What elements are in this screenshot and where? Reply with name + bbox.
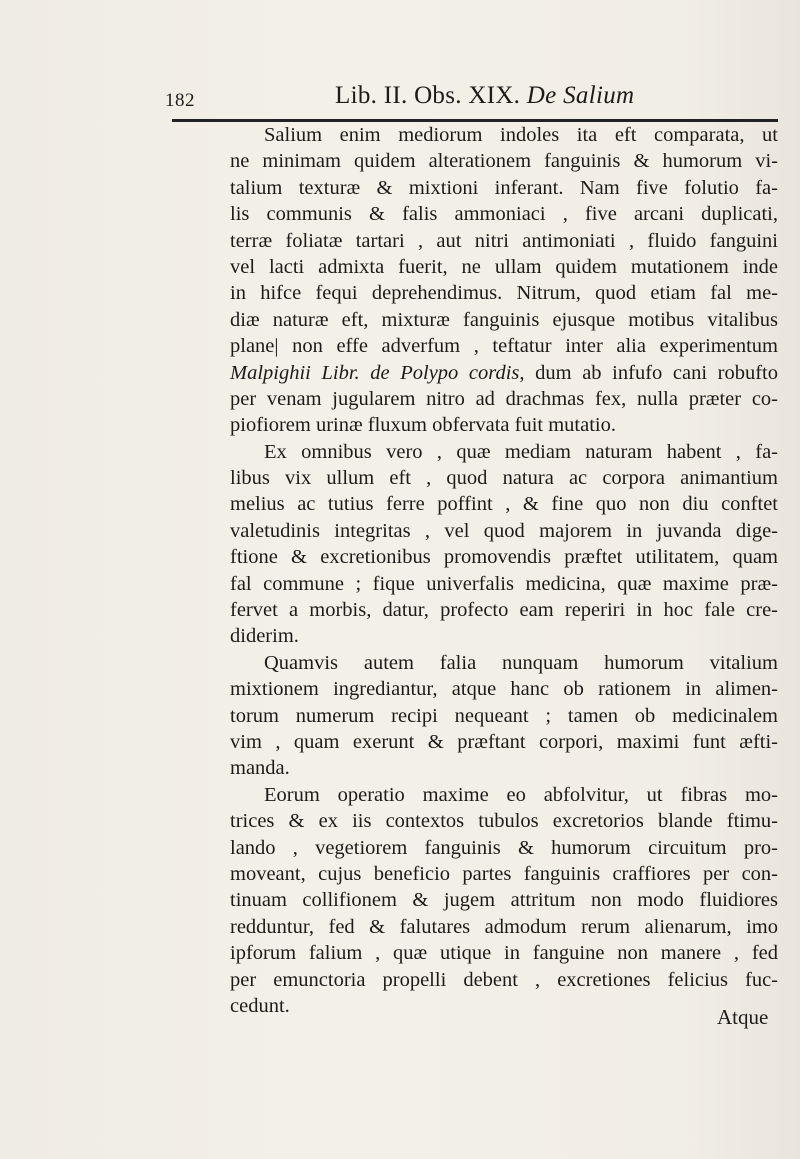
page-number: 182 bbox=[165, 90, 195, 111]
text-line: vel lacti admixta fuerit, ne ullam quidem mutationem inde bbox=[230, 255, 778, 278]
text-line: Quamvis autem falia nunquam humorum vitalium bbox=[264, 651, 778, 674]
text-line: torum numerum recipi nequeant ; tamen ob medicinalem bbox=[230, 704, 778, 727]
text-line: ftione & excretionibus promovendis præftet utilitatem, quam bbox=[230, 546, 778, 569]
text-line: lando , vegetiorem fanguinis & humorum circuitum pro- bbox=[230, 836, 778, 859]
italic-citation: Malpighii Libr. de Polypo cordis bbox=[230, 361, 520, 384]
running-head-italic: De Salium bbox=[526, 82, 635, 109]
text-line: diæ naturæ eft, mixturæ fanguinis ejusque motibus vitalibus bbox=[230, 308, 778, 331]
text-fragment: , dum ab infufo cani robufto bbox=[519, 361, 778, 384]
text-line: libus vix ullum eft , quod natura ac corpora animantium bbox=[230, 467, 778, 490]
text-line: manda. bbox=[230, 757, 290, 780]
text-line: tinuam collifionem & jugem attritum non modo fluidiores bbox=[230, 889, 778, 912]
running-head bbox=[335, 82, 634, 110]
text-line: plane| non effe adverfum , teftatur inter alia experimentum bbox=[230, 335, 778, 358]
text-line: Eorum operatio maxime eo abfolvitur, ut fibras mo- bbox=[264, 783, 778, 806]
text-line: valetudinis integritas , vel quod majorem in juvanda dige- bbox=[230, 519, 778, 542]
text-line: diderim. bbox=[230, 625, 299, 648]
text-line: lis communis & falis ammoniaci , five arcani duplicati, bbox=[230, 203, 778, 226]
body-text bbox=[230, 122, 778, 1019]
text-line: redduntur, fed & falutares admodum rerum alienarum, imo bbox=[230, 915, 778, 938]
page-header bbox=[165, 78, 780, 118]
text-line: mixtionem ingrediantur, atque hanc ob rationem in alimen- bbox=[230, 678, 778, 701]
text-line: per emunctoria propelli debent , excretiones felicius fuc- bbox=[230, 968, 778, 991]
text-line: melius ac tutius ferre poffint , & fine quo non diu conftet bbox=[230, 493, 778, 516]
text-line: Salium enim mediorum indoles ita eft comparata, ut bbox=[264, 124, 778, 146]
text-line: ipforum falium , quæ utique in fanguine non manere , fed bbox=[230, 942, 778, 965]
text-line: piofiorem urinæ fluxum obfervata fuit mutatio. bbox=[230, 414, 616, 437]
text-line: vim , quam exerunt & præftant corpori, maximi funt æfti- bbox=[230, 730, 778, 753]
text-line bbox=[230, 360, 778, 386]
text-line: fervet a morbis, datur, profecto eam reperiri in hoc fale cre- bbox=[230, 599, 778, 622]
text-line: per venam jugularem nitro ad drachmas fex, nulla præter co- bbox=[230, 387, 778, 410]
text-line: Ex omnibus vero , quæ mediam naturam habent , fa- bbox=[264, 440, 778, 463]
text-line: moveant, cujus beneficio partes fanguinis craffiores per con- bbox=[230, 862, 778, 885]
text-line: trices & ex iis contextos tubulos excretorios blande ftimu- bbox=[230, 810, 778, 833]
text-line: terræ foliatæ tartari , aut nitri antimoniati , fluido fanguini bbox=[230, 229, 778, 252]
running-head-roman: Lib. II. Obs. XIX. bbox=[335, 82, 521, 109]
text-line: fal commune ; fique univerfalis medicina, quæ maxime præ- bbox=[230, 572, 778, 595]
catchword: Atque bbox=[717, 1005, 769, 1029]
text-line: cedunt. bbox=[230, 994, 290, 1017]
text-line: ne minimam quidem alterationem fanguinis & humorum vi- bbox=[230, 150, 778, 173]
text-line: in hifce fequi deprehendimus. Nitrum, quod etiam fal me- bbox=[230, 282, 778, 305]
text-line: talium texturæ & mixtioni inferant. Nam five folutio fa- bbox=[230, 176, 778, 199]
